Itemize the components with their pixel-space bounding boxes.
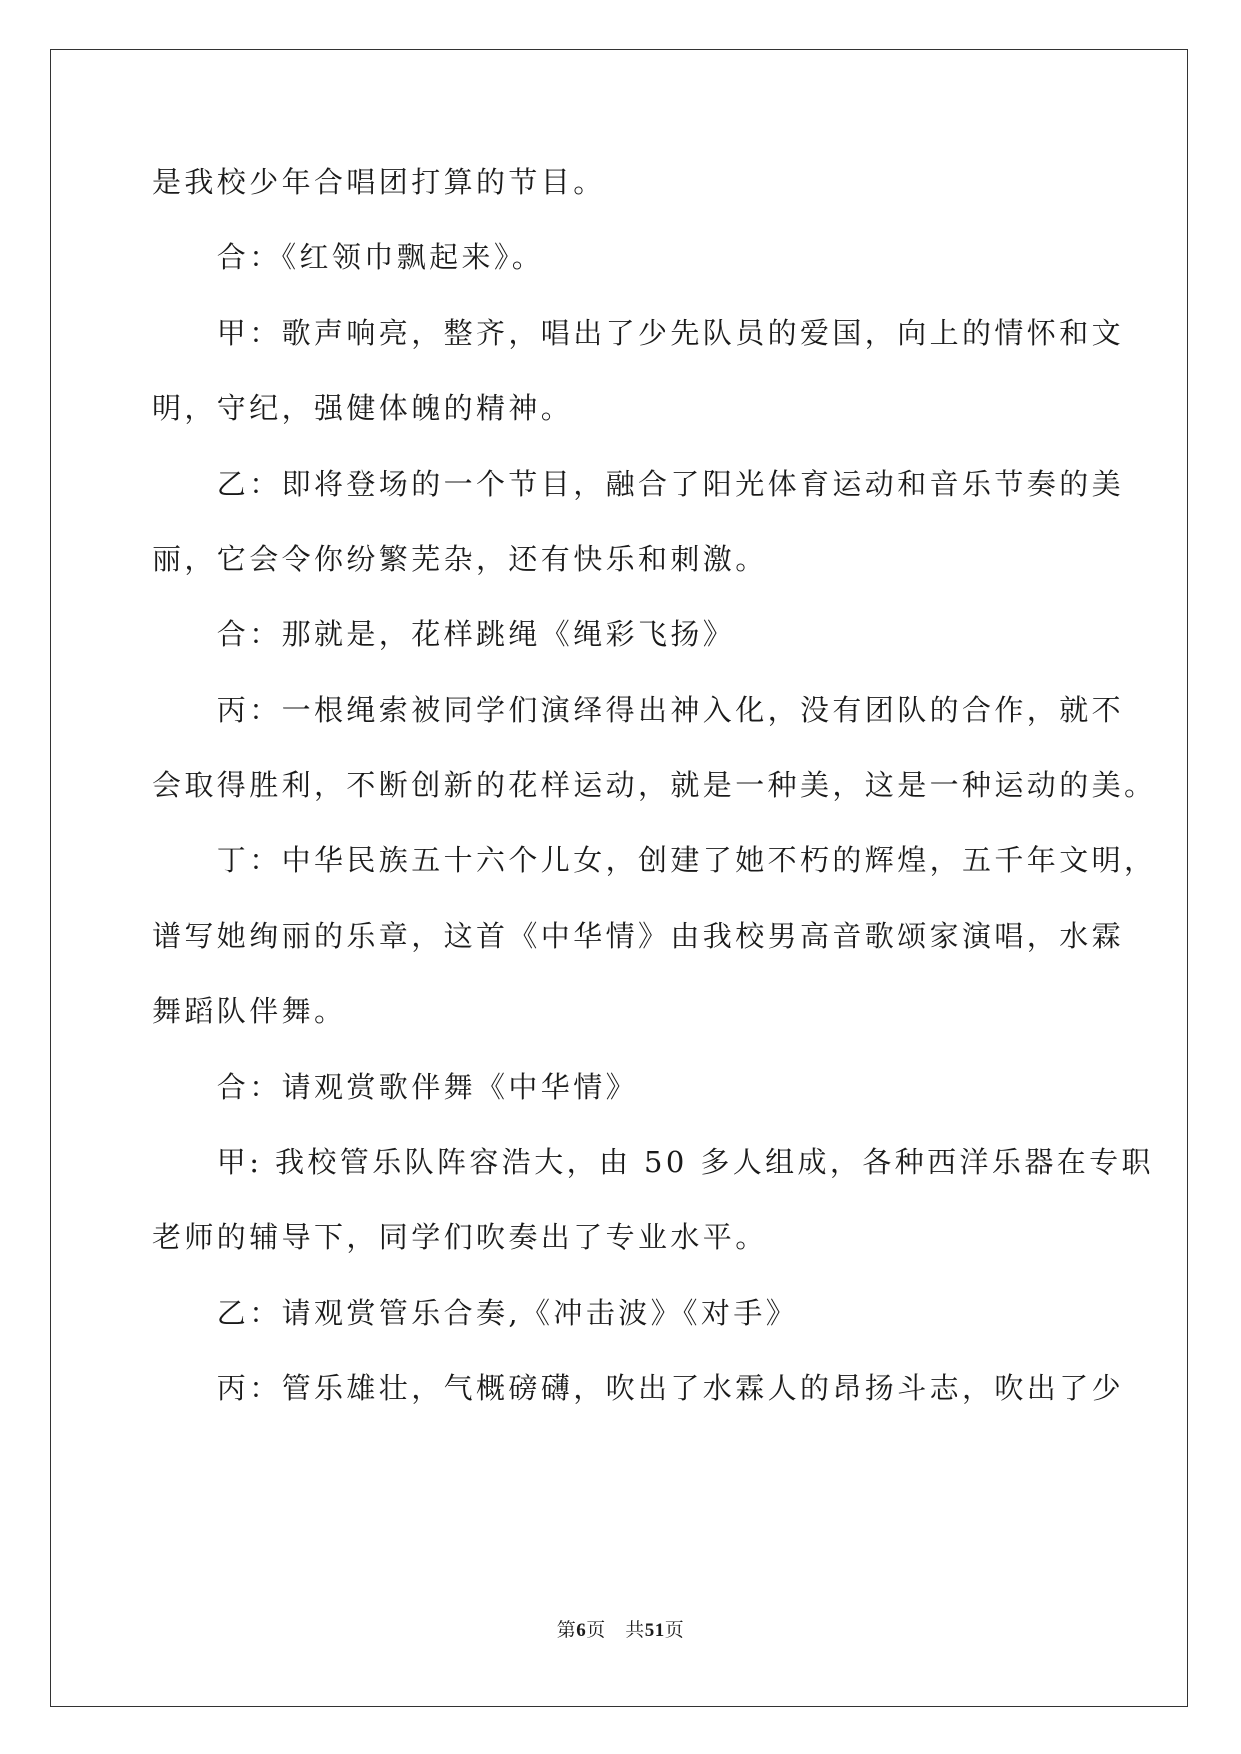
footer-prefix: 第 (556, 1619, 577, 1641)
body-line-10: 丁：中华民族五十六个儿女，创建了她不朽的辉煌，五千年文明， (152, 843, 1157, 877)
body-line-8: 丙：一根绳索被同学们演绎得出神入化，没有团队的合作，就不 (152, 693, 1125, 727)
body-line-6: 丽，它会令你纷繁芜杂，还有快乐和刺激。 (152, 542, 768, 576)
body-line-2: 合：《红领巾飘起来》。 (152, 240, 545, 274)
body-line-17: 丙：管乐雄壮，气概磅礴，吹出了水霖人的昂扬斗志，吹出了少 (152, 1371, 1125, 1405)
page-frame (50, 49, 1188, 1707)
body-line-1: 是我校少年合唱团打算的节目。 (152, 165, 606, 199)
footer-page-number: 6 (576, 1620, 587, 1641)
body-line-13: 合：请观赏歌伴舞《中华情》 (152, 1070, 639, 1104)
body-line-5: 乙：即将登场的一个节目，融合了阳光体育运动和音乐节奏的美 (152, 467, 1125, 501)
footer-total-pages: 51 (644, 1620, 665, 1641)
body-line-15: 老师的辅导下，同学们吹奏出了专业水平。 (152, 1220, 768, 1254)
body-line-9: 会取得胜利，不断创新的花样运动，就是一种美，这是一种运动的美。 (152, 768, 1157, 802)
body-line-3: 甲：歌声响亮，整齐，唱出了少先队员的爱国，向上的情怀和文 (152, 316, 1125, 350)
body-line-4: 明，守纪，强健体魄的精神。 (152, 391, 574, 425)
footer-suffix: 页 (664, 1619, 685, 1641)
body-line-11: 谱写她绚丽的乐章，这首《中华情》由我校男高音歌颂家演唱，水霖 (152, 919, 1125, 953)
body-line-16: 乙：请观赏管乐合奏,《冲击波》《对手》 (152, 1296, 799, 1330)
body-line-12: 舞蹈队伴舞。 (152, 994, 347, 1028)
page-footer (0, 1619, 1241, 1642)
body-line-7: 合：那就是，花样跳绳《绳彩飞扬》 (152, 617, 736, 651)
footer-mid: 页 共 (586, 1619, 645, 1641)
body-line-14: 甲: 我校管乐队阵容浩大，由 50 多人组成，各种西洋乐器在专职 (152, 1145, 1154, 1179)
